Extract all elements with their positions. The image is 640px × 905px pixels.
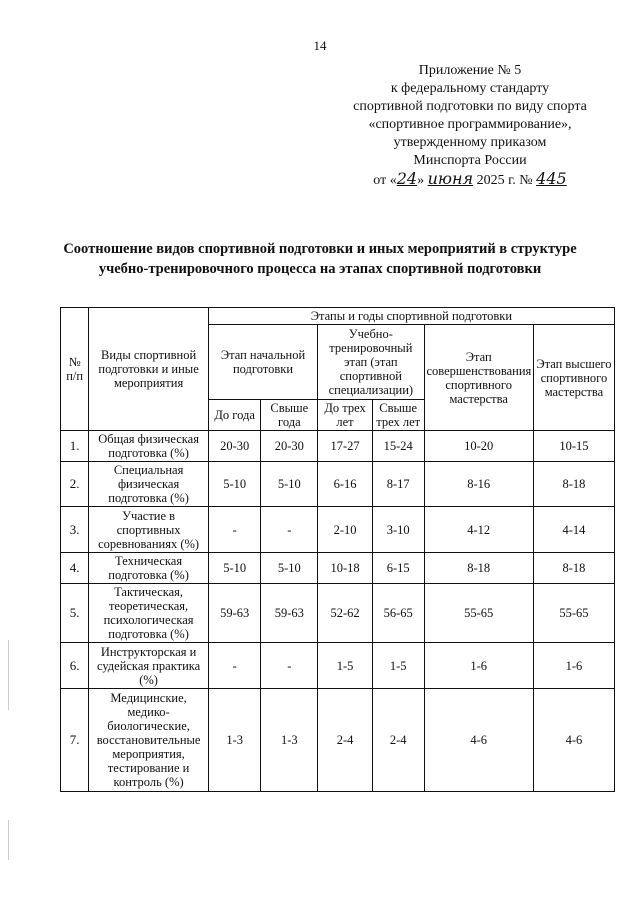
row-number: 1. xyxy=(61,431,89,462)
cell-training-over-three: 8-17 xyxy=(372,462,424,507)
row-number: 2. xyxy=(61,462,89,507)
row-number: 7. xyxy=(61,689,89,792)
table-row xyxy=(61,553,615,584)
row-number: 6. xyxy=(61,643,89,689)
header-stages: Этапы и годы спортивной подготовки xyxy=(208,308,614,325)
cell-higher: 1-6 xyxy=(533,643,614,689)
cell-improvement: 8-18 xyxy=(424,553,533,584)
row-number: 4. xyxy=(61,553,89,584)
cell-initial-up-to-year: 20-30 xyxy=(208,431,261,462)
title-line-2: учебно-тренировочного процесса на этапах спортивной подготовки xyxy=(98,261,542,277)
row-number: 3. xyxy=(61,507,89,553)
cell-training-up-to-three: 10-18 xyxy=(318,553,373,584)
cell-initial-over-year: 1-3 xyxy=(261,689,318,792)
page-number: 14 xyxy=(313,38,327,53)
cell-higher: 8-18 xyxy=(533,553,614,584)
training-ratio-table xyxy=(60,307,615,792)
cell-training-over-three: 2-4 xyxy=(372,689,424,792)
date-year: 2025 г. № xyxy=(473,173,537,188)
cell-initial-over-year: 5-10 xyxy=(261,553,318,584)
cell-higher: 55-65 xyxy=(533,584,614,643)
cell-improvement: 4-12 xyxy=(424,507,533,553)
table-row xyxy=(61,689,615,792)
cell-initial-over-year: 5-10 xyxy=(261,462,318,507)
document-title xyxy=(40,239,600,279)
date-mid: » xyxy=(417,173,428,188)
appendix-order-date xyxy=(300,170,640,190)
title-line-1: Соотношение видов спортивной подготовки и иных мероприятий в структуре xyxy=(63,241,577,257)
cell-higher: 4-14 xyxy=(533,507,614,553)
appendix-ministry: Минспорта России xyxy=(413,153,527,168)
appendix-sport-name: «спортивное программирование», xyxy=(368,117,572,132)
cell-initial-over-year: 20-30 xyxy=(261,431,318,462)
header-up-to-year: До года xyxy=(208,400,261,431)
cell-training-over-three: 3-10 xyxy=(372,507,424,553)
cell-improvement: 1-6 xyxy=(424,643,533,689)
cell-improvement: 55-65 xyxy=(424,584,533,643)
appendix-sport: спортивной подготовки по виду спорта xyxy=(353,99,587,114)
table-row xyxy=(61,643,615,689)
cell-initial-up-to-year: 1-3 xyxy=(208,689,261,792)
table-row xyxy=(61,584,615,643)
cell-training-up-to-three: 52-62 xyxy=(318,584,373,643)
header-improvement-stage: Этап совершенствования спортивного мастерства xyxy=(424,325,533,431)
row-kind: Участие в спортивных соревнованиях (%) xyxy=(89,507,208,553)
cell-initial-over-year: - xyxy=(261,643,318,689)
row-kind: Специальная физическая подготовка (%) xyxy=(89,462,208,507)
cell-initial-up-to-year: - xyxy=(208,507,261,553)
cell-initial-up-to-year: 5-10 xyxy=(208,553,261,584)
header-num: № п/п xyxy=(61,308,89,431)
row-kind: Техническая подготовка (%) xyxy=(89,553,208,584)
header-up-to-three-years: До трех лет xyxy=(318,400,373,431)
header-over-three-years: Свыше трех лет xyxy=(372,400,424,431)
cell-higher: 10-15 xyxy=(533,431,614,462)
date-month: июня xyxy=(427,169,474,188)
cell-training-over-three: 56-65 xyxy=(372,584,424,643)
table-row xyxy=(61,507,615,553)
cell-initial-up-to-year: 5-10 xyxy=(208,462,261,507)
appendix-approved: утвержденному приказом xyxy=(393,135,547,150)
appendix-standard: к федеральному стандарту xyxy=(390,81,550,96)
cell-training-up-to-three: 17-27 xyxy=(318,431,373,462)
table-row xyxy=(61,462,615,507)
order-number: 445 xyxy=(536,169,567,188)
table-row xyxy=(61,431,615,462)
margin-mark xyxy=(8,640,9,710)
row-kind: Общая физическая подготовка (%) xyxy=(89,431,208,462)
cell-training-over-three: 1-5 xyxy=(372,643,424,689)
row-kind: Медицинские, медико-биологические, восстановительные мероприятия, тестирование и контроль (%) xyxy=(89,689,208,792)
date-prefix: от « xyxy=(373,173,397,188)
margin-mark xyxy=(8,820,9,860)
cell-improvement: 4-6 xyxy=(424,689,533,792)
header-higher-stage: Этап высшего спортивного мастерства xyxy=(533,325,614,431)
cell-training-up-to-three: 1-5 xyxy=(318,643,373,689)
row-kind: Тактическая, теоретическая, психологическая подготовка (%) xyxy=(89,584,208,643)
row-number: 5. xyxy=(61,584,89,643)
cell-initial-over-year: 59-63 xyxy=(261,584,318,643)
cell-higher: 8-18 xyxy=(533,462,614,507)
cell-training-up-to-three: 2-4 xyxy=(318,689,373,792)
cell-training-up-to-three: 6-16 xyxy=(318,462,373,507)
cell-training-over-three: 6-15 xyxy=(372,553,424,584)
date-day: 24 xyxy=(396,169,418,188)
cell-higher: 4-6 xyxy=(533,689,614,792)
cell-initial-up-to-year: - xyxy=(208,643,261,689)
header-over-year: Свыше года xyxy=(261,400,318,431)
cell-training-up-to-three: 2-10 xyxy=(318,507,373,553)
header-kind: Виды спортивной подготовки и иные мероприятия xyxy=(89,308,208,431)
cell-initial-up-to-year: 59-63 xyxy=(208,584,261,643)
header-training-stage: Учебно-тренировочный этап (этап спортивной специализации) xyxy=(318,325,424,400)
appendix-number: Приложение № 5 xyxy=(418,63,522,78)
row-kind: Инструкторская и судейская практика (%) xyxy=(89,643,208,689)
appendix-header xyxy=(300,62,640,190)
cell-improvement: 10-20 xyxy=(424,431,533,462)
cell-training-over-three: 15-24 xyxy=(372,431,424,462)
cell-initial-over-year: - xyxy=(261,507,318,553)
cell-improvement: 8-16 xyxy=(424,462,533,507)
header-initial-stage: Этап начальной подготовки xyxy=(208,325,317,400)
